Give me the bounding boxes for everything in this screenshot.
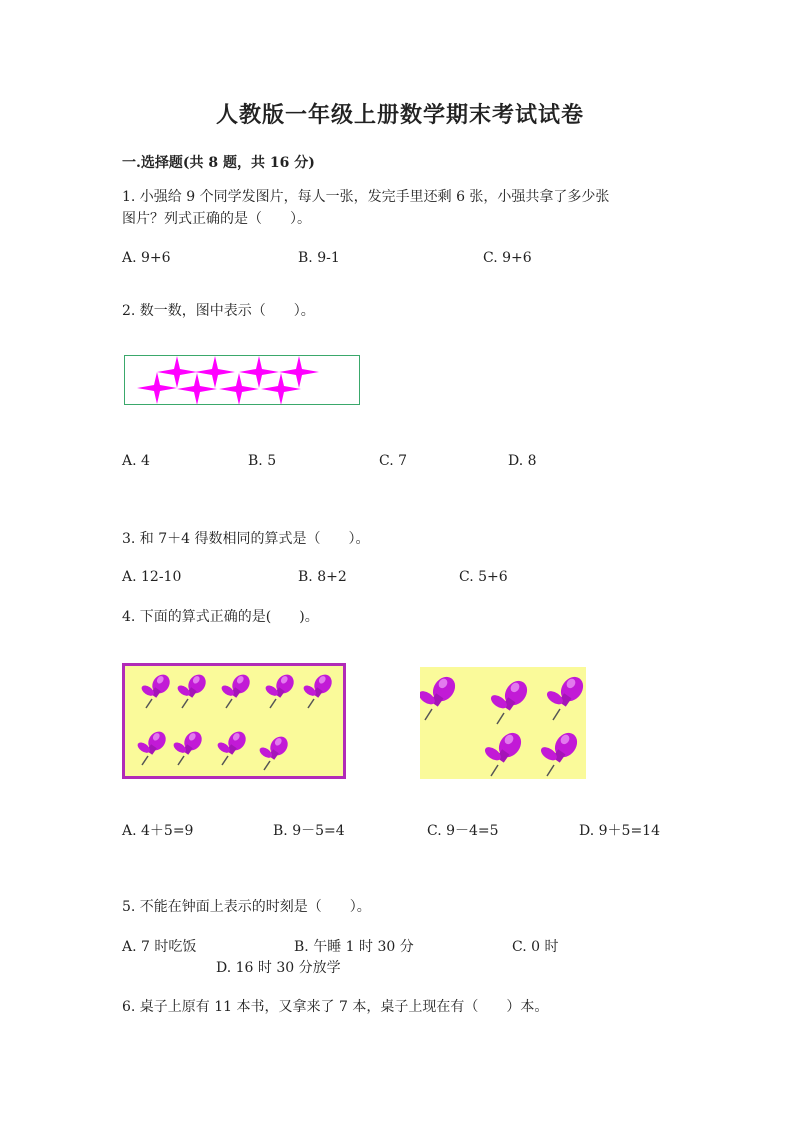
star-icon [195,356,235,388]
question-3-option-a[interactable]: A. 12-10 [122,569,182,585]
page-title: 人教版一年级上册数学期末考试试卷 [215,102,584,128]
question-5-option-b[interactable]: B. 午睡 1 时 30 分 [294,939,414,955]
pushpin-icon [489,677,532,724]
star-icon [239,356,279,388]
pushpin-group-right [420,667,586,779]
question-1-line-1: 1. 小强给 9 个同学发图片，每人一张，发完手里还剩 6 张，小强共拿了多少张 [122,189,610,205]
pushpin-icon [220,671,254,708]
pushpin-icon [545,673,586,720]
section-heading: 一.选择题(共 8 题，共 16 分) [122,155,315,171]
star-icon [157,356,197,388]
question-1-option-a[interactable]: A. 9+6 [122,250,171,266]
question-2-option-d[interactable]: D. 8 [508,453,537,469]
question-3-option-b[interactable]: B. 8+2 [298,569,347,585]
question-2-option-b[interactable]: B. 5 [248,453,277,469]
star-icon [137,372,177,404]
question-2-text: 2. 数一数，图中表示（ ）。 [122,303,315,319]
pushpin-icon [264,671,298,708]
question-4-text: 4. 下面的算式正确的是( )。 [122,609,319,625]
question-4-option-d[interactable]: D. 9＋5=14 [579,823,660,839]
star-icon [261,373,301,405]
pushpin-icon [140,671,174,708]
star-icon [177,373,217,405]
question-4-option-a[interactable]: A. 4＋5=9 [122,823,194,839]
question-1-line-2: 图片？列式正确的是（ ）。 [122,211,311,227]
pushpin-icon [483,729,526,776]
question-3-option-c[interactable]: C. 5+6 [459,569,508,585]
star-figure [124,355,360,405]
pushpin-icon [258,733,292,770]
question-6-text: 6. 桌子上原有 11 本书，又拿来了 7 本，桌子上现在有（ ）本。 [122,999,549,1015]
pushpin-icon [539,729,582,776]
pushpin-icon [216,728,250,765]
pushpin-icon [302,671,336,708]
question-3-text: 3. 和 7＋4 得数相同的算式是（ ）。 [122,531,370,547]
star-icon [219,373,259,405]
pushpin-icon [420,673,460,720]
question-2-option-a[interactable]: A. 4 [122,453,150,469]
question-5-option-c[interactable]: C. 0 时 [512,939,559,955]
pushpin-icon [136,728,170,765]
pushpin-icon [176,671,210,708]
question-2-option-c[interactable]: C. 7 [379,453,408,469]
question-1-option-b[interactable]: B. 9-1 [298,250,340,266]
star-icon [279,356,319,388]
stars-image [125,356,361,406]
question-5-option-a[interactable]: A. 7 时吃饭 [122,939,197,955]
question-5-text: 5. 不能在钟面上表示的时刻是（ ）。 [122,899,371,915]
pushpin-icon [172,728,206,765]
pushpin-group-left [122,663,346,779]
question-5-option-d[interactable]: D. 16 时 30 分放学 [216,960,341,976]
question-4-option-b[interactable]: B. 9－5=4 [273,823,345,839]
question-1-option-c[interactable]: C. 9+6 [483,250,532,266]
question-4-option-c[interactable]: C. 9－4=5 [427,823,499,839]
